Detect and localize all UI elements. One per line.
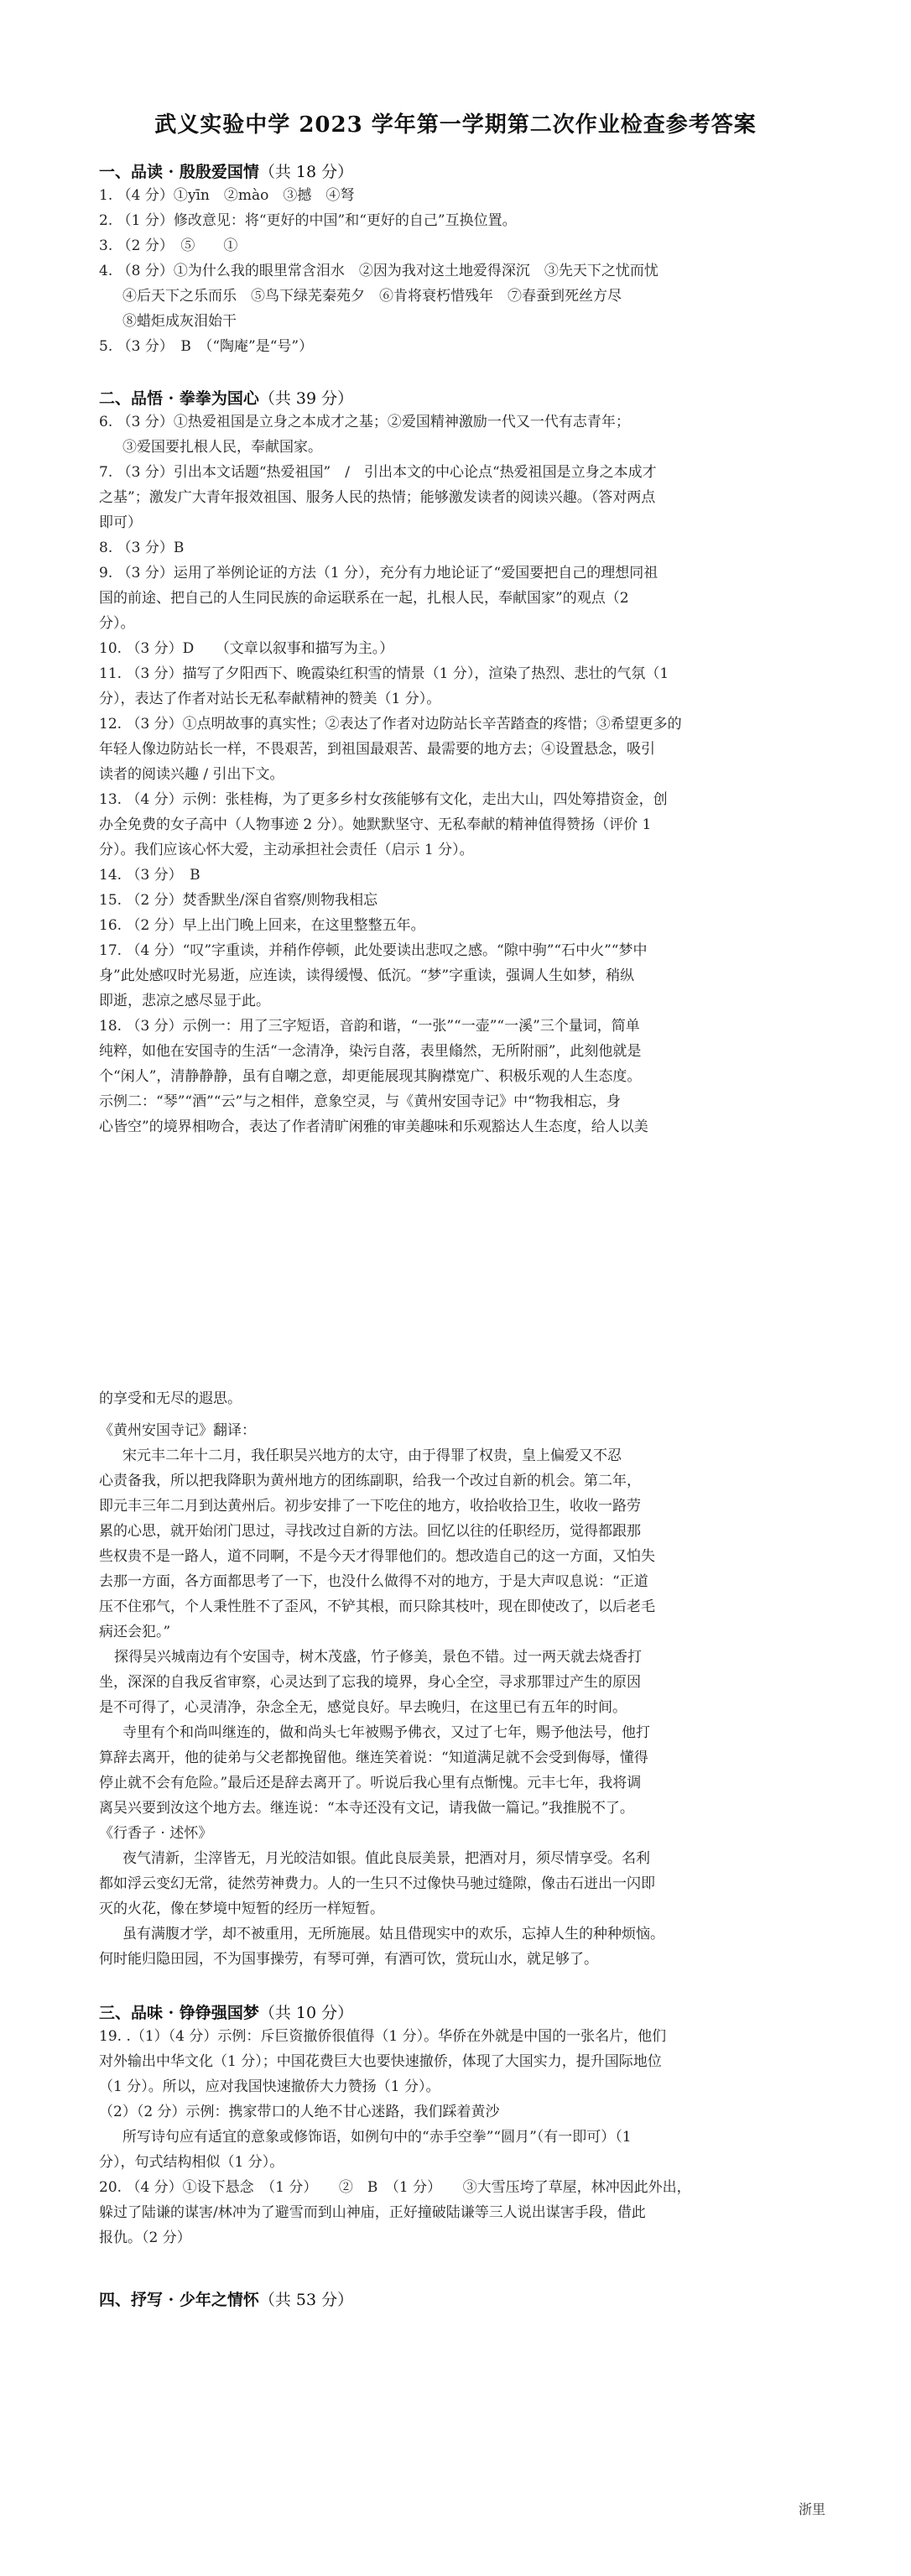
- answer-18-line-4: 示例二：“琴”“酒”“云”与之相伴，意象空灵，与《黄州安国寺记》中“物我相忘，身: [99, 1093, 621, 1110]
- answer-20-line-1: 20. （4 分）①设下悬念 （1 分） ② B （1 分） ③大雪压垮了草屋，林冲因此外出，: [99, 2179, 691, 2196]
- translation-2-line: 何时能归隐田园，不为国事操劳，有琴可弹，有酒可饮，赏玩山水，就足够了。: [99, 1951, 598, 1968]
- answer-6-line-2: ③爱国要扎根人民，奉献国家。: [122, 439, 322, 456]
- answer-19-line-6: 分），句式结构相似（1 分）。: [99, 2154, 284, 2171]
- answer-4-line-3: ⑧蜡炬成灰泪始干: [122, 313, 237, 330]
- answer-6-line-1: 6. （3 分）①热爱祖国是立身之本成才之基；②爱国精神激励一代又一代有志青年；: [99, 414, 630, 430]
- answer-18-line-3: 个“闲人”，清静静静，虽有自嘲之意，却更能展现其胸襟宽广、积极乐观的人生态度。: [99, 1068, 642, 1085]
- answer-17-line-2: 身”此处感叹时光易逝，应连读，读得缓慢、低沉。“梦”字重读，强调人生如梦，稍纵: [99, 967, 635, 984]
- translation-1-line: 坐，深深的自我反省审察，心灵达到了忘我的境界，身心全空，寻求那罪过产生的原因: [99, 1674, 641, 1691]
- translation-1-line: 停止就不会有危险。”最后还是辞去离开了。听说后我心里有点惭愧。元丰七年，我将调: [99, 1775, 642, 1791]
- answer-7-line-1: 7. （3 分）引出本文话题“热爱祖国” / 引出本文的中心论点“热爱祖国是立身之本成才: [99, 464, 657, 481]
- answer-15: 15. （2 分）焚香默坐/深自省察/则物我相忘: [99, 892, 378, 909]
- answer-11-line-2: 分），表达了作者对站长无私奉献精神的赞美（1 分）。: [99, 691, 441, 707]
- answer-19-line-4: （2）（2 分）示例：携家带口的人绝不甘心迷路，我们踩着黄沙: [99, 2104, 500, 2120]
- translation-1-line: 病还会犯。”: [99, 1624, 171, 1640]
- section-3-title: 三、品味 · 铮铮强国梦: [99, 2004, 259, 2022]
- answer-9-line-2: 国的前途、把自己的人生同民族的命运联系在一起，扎根人民，奉献国家”的观点（2: [99, 590, 629, 607]
- answer-7-line-2: 之基”；激发广大青年报效祖国、服务人民的热情；能够激发读者的阅读兴趣。（答对两点: [99, 489, 656, 506]
- answer-10: 10. （3 分）D （文章以叙事和描写为主。）: [99, 640, 394, 657]
- answer-18-continuation: [99, 1386, 822, 1411]
- answer-1: 1. （4 分）①yīn ②mào ③撼 ④弩: [99, 187, 355, 204]
- answer-8: 8. （3 分）B: [99, 540, 185, 556]
- answer-20-line-3: 报仇。（2 分）: [99, 2229, 191, 2246]
- translation-1-line: 宋元丰二年十二月，我任职吴兴地方的太守，由于得罪了权贵，皇上偏爱又不忍: [122, 1447, 622, 1464]
- section-1-heading: [99, 159, 353, 182]
- section-4-title: 四、抒写 · 少年之情怀: [99, 2291, 259, 2309]
- answer-12-line-1: 12. （3 分）①点明故事的真实性；②表达了作者对边防站长辛苦踏查的疼惜；③希望更多的: [99, 716, 682, 733]
- answer-18-line-2: 纯粹，如他在安国寺的生活“一念清净，染污自落，表里翛然，无所附丽”，此刻他就是: [99, 1043, 642, 1060]
- page-title: 武义实验中学 2023 学年第一学期第二次作业检查参考答案: [154, 112, 757, 138]
- translations: [99, 1418, 822, 1972]
- translation-1-line: 是不可得了，心灵清净，杂念全无，感觉良好。早去晚归，在这里已有五年的时间。: [99, 1699, 627, 1716]
- translation-1-line: 即元丰三年二月到达黄州后。初步安排了一下吃住的地方，收拾收拾卫生，收收一路劳: [99, 1498, 641, 1515]
- translation-1-line: 去那一方面，各方面都思考了一下，也没什么做得不对的地方，于是大声叹息说：“正道: [99, 1573, 648, 1590]
- answer-18-line-5: 心皆空”的境界相吻合，表达了作者清旷闲雅的审美趣味和乐观豁达人生态度，给人以美: [99, 1119, 648, 1135]
- section-4-heading: [99, 2287, 353, 2310]
- translation-1-line: 心责备我，所以把我降职为黄州地方的团练副职，给我一个改过自新的机会。第二年，: [99, 1473, 641, 1489]
- answer-9-line-3: 分）。: [99, 615, 135, 632]
- answer-13-line-1: 13. （4 分）示例：张桂梅，为了更多乡村女孩能够有文化，走出大山，四处筹措资金，创: [99, 791, 668, 808]
- section-2-answers: [99, 409, 822, 1139]
- answer-17-line-1: 17. （4 分）“叹”字重读，并稍作停顿，此处要读出悲叹之感。“隙中驹”“石中火”“梦中: [99, 942, 648, 959]
- translation-1-line: 些权贵不是一路人，道不同啊，不是今天才得罪他们的。想改造自己的这一方面，又怕失: [99, 1548, 655, 1565]
- section-2-points: （共 39 分）: [258, 389, 354, 408]
- section-4-points: （共 53 分）: [258, 2291, 354, 2309]
- translation-1-line: 探得吴兴城南边有个安国寺，树木茂盛，竹子修美，景色不错。过一两天就去烧香打: [114, 1649, 642, 1666]
- answer-19-line-2: 对外输出中华文化（1 分）；中国花费巨大也要快速撤侨，体现了大国实力，提升国际地位: [99, 2053, 662, 2070]
- answer-12-line-3: 读者的阅读兴趣 / 引出下文。: [99, 766, 284, 783]
- answer-19-line-3: （1 分）。所以，应对我国快速撤侨大力赞扬（1 分）。: [99, 2078, 440, 2095]
- answer-4-line-1: 4. （8 分）①为什么我的眼里常含泪水 ②因为我对这土地爱得深沉 ③先天下之忧而忧: [99, 263, 659, 279]
- answer-3: 3. （2 分） ⑤ ①: [99, 237, 238, 254]
- answer-7-line-3: 即可）: [99, 514, 142, 531]
- translation-2-title: 《行香子 · 述怀》: [99, 1825, 213, 1842]
- answer-11-line-1: 11. （3 分）描写了夕阳西下、晚霞染红积雪的情景（1 分），渲染了热烈、悲壮的气氛（1: [99, 665, 669, 682]
- answer-12-line-2: 年轻人像边防站长一样，不畏艰苦，到祖国最艰苦、最需要的地方去；④设置悬念，吸引: [99, 741, 655, 758]
- section-3-heading: [99, 2000, 353, 2023]
- answer-13-line-2: 办全免费的女子高中（人物事迹 2 分）。她默默坚守、无私奉献的精神值得赞扬（评价 1: [99, 816, 652, 833]
- footer-watermark: 浙里: [798, 2501, 825, 2517]
- answer-4-line-2: ④后天下之乐而乐 ⑤鸟下绿芜秦苑夕 ⑥肯将衰朽惜残年 ⑦春蚕到死丝方尽: [122, 288, 622, 305]
- translation-1-title: 《黄州安国寺记》翻译：: [99, 1422, 256, 1439]
- translation-2-line: 虽有满腹才学，却不被重用，无所施展。姑且借现实中的欢乐，忘掉人生的种种烦恼。: [122, 1926, 664, 1942]
- translation-1-line: 算辞去离开，他的徒弟与父老都挽留他。继连笑着说：“知道满足就不会受到侮辱，懂得: [99, 1749, 648, 1766]
- section-3-answers: [99, 2024, 822, 2250]
- section-1-answers: [99, 183, 822, 359]
- answer-18-line-6: 的享受和无尽的遐思。: [99, 1390, 242, 1407]
- translation-1-line: 压不住邪气，个人秉性胜不了歪风，不铲其根，而只除其枝叶，现在即使改了，以后老毛: [99, 1598, 655, 1615]
- answer-14: 14. （3 分） B: [99, 867, 200, 884]
- section-1-title: 一、品读 · 殷殷爱国情: [99, 163, 259, 181]
- answer-20-line-2: 躲过了陆谦的谋害/林冲为了避雪而到山神庙，正好撞破陆谦等三人说出谋害手段，借此: [99, 2204, 646, 2221]
- answer-19-line-5: 所写诗句应有适宜的意象或修饰语，如例句中的“赤手空拳”“圆月”（有一即可）（1: [122, 2129, 632, 2146]
- translation-2-line: 灭的火花，像在梦境中短暂的经历一样短暂。: [99, 1901, 384, 1917]
- answer-2: 2. （1 分）修改意见：将“更好的中国”和“更好的自己”互换位置。: [99, 212, 517, 229]
- answer-17-line-3: 即逝，悲凉之感尽显于此。: [99, 993, 270, 1009]
- section-2-heading: [99, 386, 353, 409]
- answer-9-line-1: 9. （3 分）运用了举例论证的方法（1 分），充分有力地论证了“爱国要把自己的理想同祖: [99, 565, 659, 581]
- translation-1-line: 累的心思，就开始闭门思过，寻找改过自新的方法。回忆以往的任职经历，觉得都跟那: [99, 1523, 641, 1540]
- answer-5: 5. （3 分） B （“陶庵”是“号”）: [99, 338, 314, 355]
- section-3-points: （共 10 分）: [258, 2004, 354, 2022]
- translation-2-line: 都如浮云变幻无常，徒然劳神费力。人的一生只不过像快马驰过缝隙，像击石迸出一闪即: [99, 1875, 655, 1892]
- answer-19-line-1: 19. .（1）（4 分）示例：斥巨资撤侨很值得（1 分）。华侨在外就是中国的一张名片，他们: [99, 2028, 667, 2045]
- translation-1-line: 寺里有个和尚叫继连的，做和尚头七年被赐予佛衣，又过了七年，赐予他法号，他打: [122, 1724, 650, 1741]
- answer-16: 16. （2 分）早上出门晚上回来，在这里整整五年。: [99, 917, 425, 934]
- translation-2-line: 夜气清新，尘滓皆无，月光皎洁如银。值此良辰美景，把酒对月，须尽情享受。名利: [122, 1850, 650, 1867]
- translation-1-line: 离吴兴要到汝这个地方去。继连说：“本寺还没有文记，请我做一篇记。”我推脱不了。: [99, 1800, 634, 1817]
- section-2-title: 二、品悟 · 拳拳为国心: [99, 389, 259, 408]
- section-1-points: （共 18 分）: [258, 163, 354, 181]
- answer-13-line-3: 分）。我们应该心怀大爱，主动承担社会责任（启示 1 分）。: [99, 842, 474, 858]
- answer-18-line-1: 18. （3 分）示例一：用了三字短语，音韵和谐，“一张”“一壶”“一溪”三个量词，简单: [99, 1018, 640, 1035]
